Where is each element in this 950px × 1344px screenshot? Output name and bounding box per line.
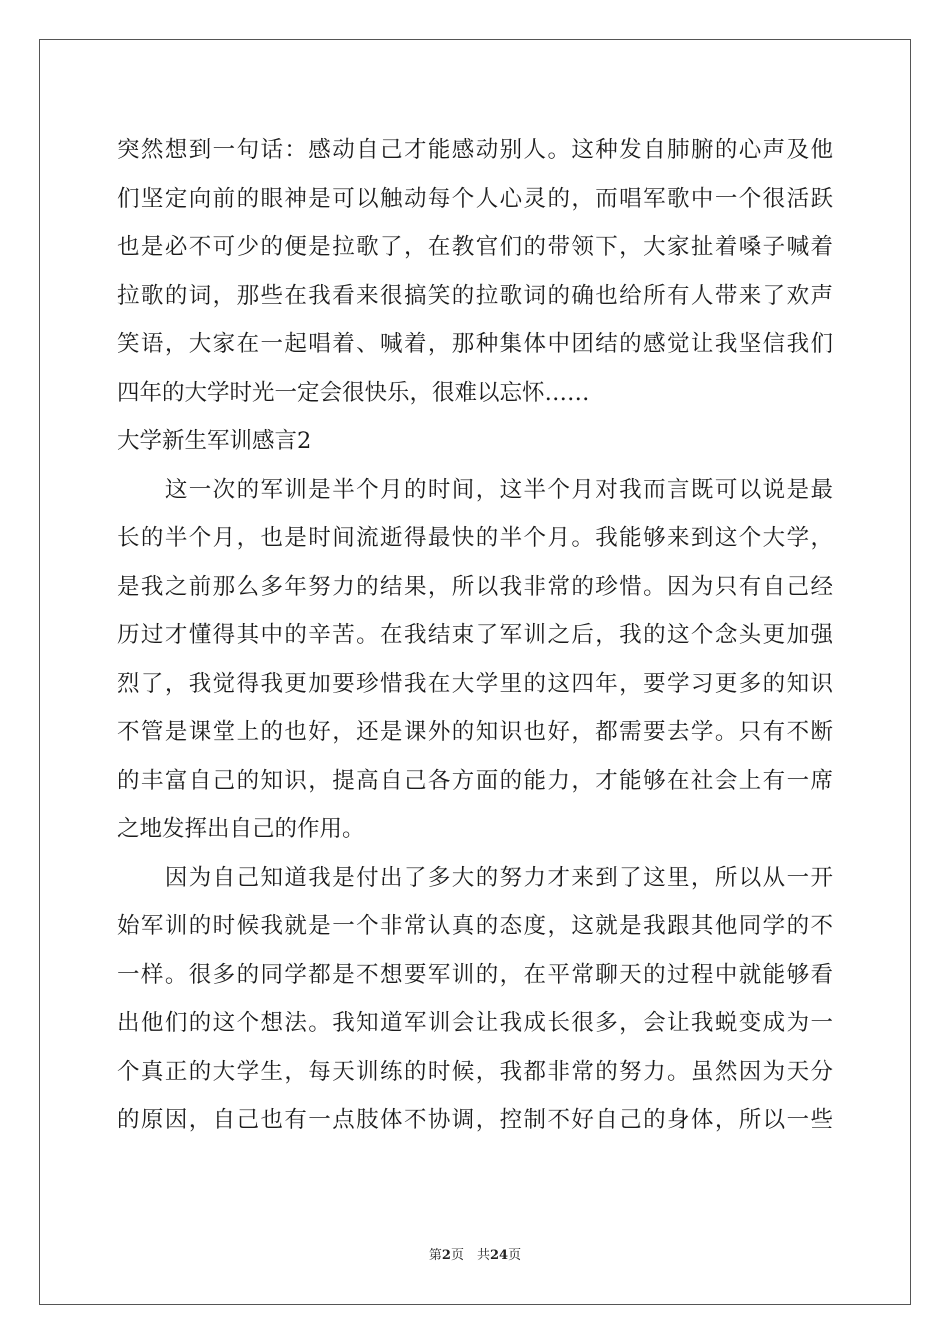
total-page-count: 24 xyxy=(490,1248,509,1263)
text-line: 个真正的大学生，每天训练的时候，我都非常的努力。虽然因为天分 xyxy=(117,1058,833,1085)
document-body xyxy=(117,126,833,1145)
text-line: 烈了，我觉得我更加要珍惜我在大学里的这四年，要学习更多的知识 xyxy=(117,670,833,697)
footer-page-suffix: 页 xyxy=(450,1248,464,1263)
text-line: 笑语，大家在一起唱着、喊着，那种集体中团结的感觉让我坚信我们 xyxy=(117,331,833,357)
text-line: 们坚定向前的眼神是可以触动每个人心灵的，而唱军歌中一个很活跃 xyxy=(117,185,833,212)
text-line: 因为自己知道我是付出了多大的努力才来到了这里，所以从一开 xyxy=(117,864,833,891)
text-line: 这一次的军训是半个月的时间，这半个月对我而言既可以说是最 xyxy=(117,476,833,503)
text-line: 不管是课堂上的也好，还是课外的知识也好，都需要去学。只有不断 xyxy=(117,719,833,745)
footer-total-suffix: 页 xyxy=(508,1248,522,1263)
footer-prefix: 第 xyxy=(428,1248,442,1263)
text-line: 一样。很多的同学都是不想要军训的，在平常聊天的过程中就能够看 xyxy=(117,961,833,988)
section-heading: 大学新生军训感言2 xyxy=(117,428,312,454)
text-line: 也是必不可少的便是拉歌了，在教官们的带领下，大家扯着嗓子喊着 xyxy=(117,234,833,260)
text-line: 的丰富自己的知识，提高自己各方面的能力，才能够在社会上有一席 xyxy=(117,767,833,794)
text-line: 是我之前那么多年努力的结果，所以我非常的珍惜。因为只有自己经 xyxy=(117,573,833,600)
text-line: 突然想到一句话：感动自己才能感动别人。这种发自肺腑的心声及他 xyxy=(117,137,833,163)
text-line: 四年的大学时光一定会很快乐，很难以忘怀…… xyxy=(117,379,590,406)
text-line: 拉歌的词，那些在我看来很搞笑的拉歌词的确也给所有人带来了欢声 xyxy=(117,282,833,309)
paragraph-3 xyxy=(117,854,833,1145)
paragraph-2 xyxy=(117,466,833,854)
text-line: 出他们的这个想法。我知道军训会让我成长很多，会让我蜕变成为一 xyxy=(117,1010,833,1036)
footer-total-prefix: 共 xyxy=(476,1248,490,1263)
current-page-number: 2 xyxy=(441,1248,451,1263)
text-line: 始军训的时候我就是一个非常认真的态度，这就是我跟其他同学的不 xyxy=(117,913,833,939)
paragraph-1 xyxy=(117,126,833,417)
page-footer xyxy=(0,1244,950,1263)
text-line: 长的半个月，也是时间流逝得最快的半个月。我能够来到这个大学， xyxy=(117,525,833,551)
text-line: 的原因，自己也有一点肢体不协调，控制不好自己的身体，所以一些 xyxy=(117,1107,833,1133)
text-line: 历过才懂得其中的辛苦。在我结束了军训之后，我的这个念头更加强 xyxy=(117,622,833,648)
text-line: 之地发挥出自己的作用。 xyxy=(117,816,365,842)
